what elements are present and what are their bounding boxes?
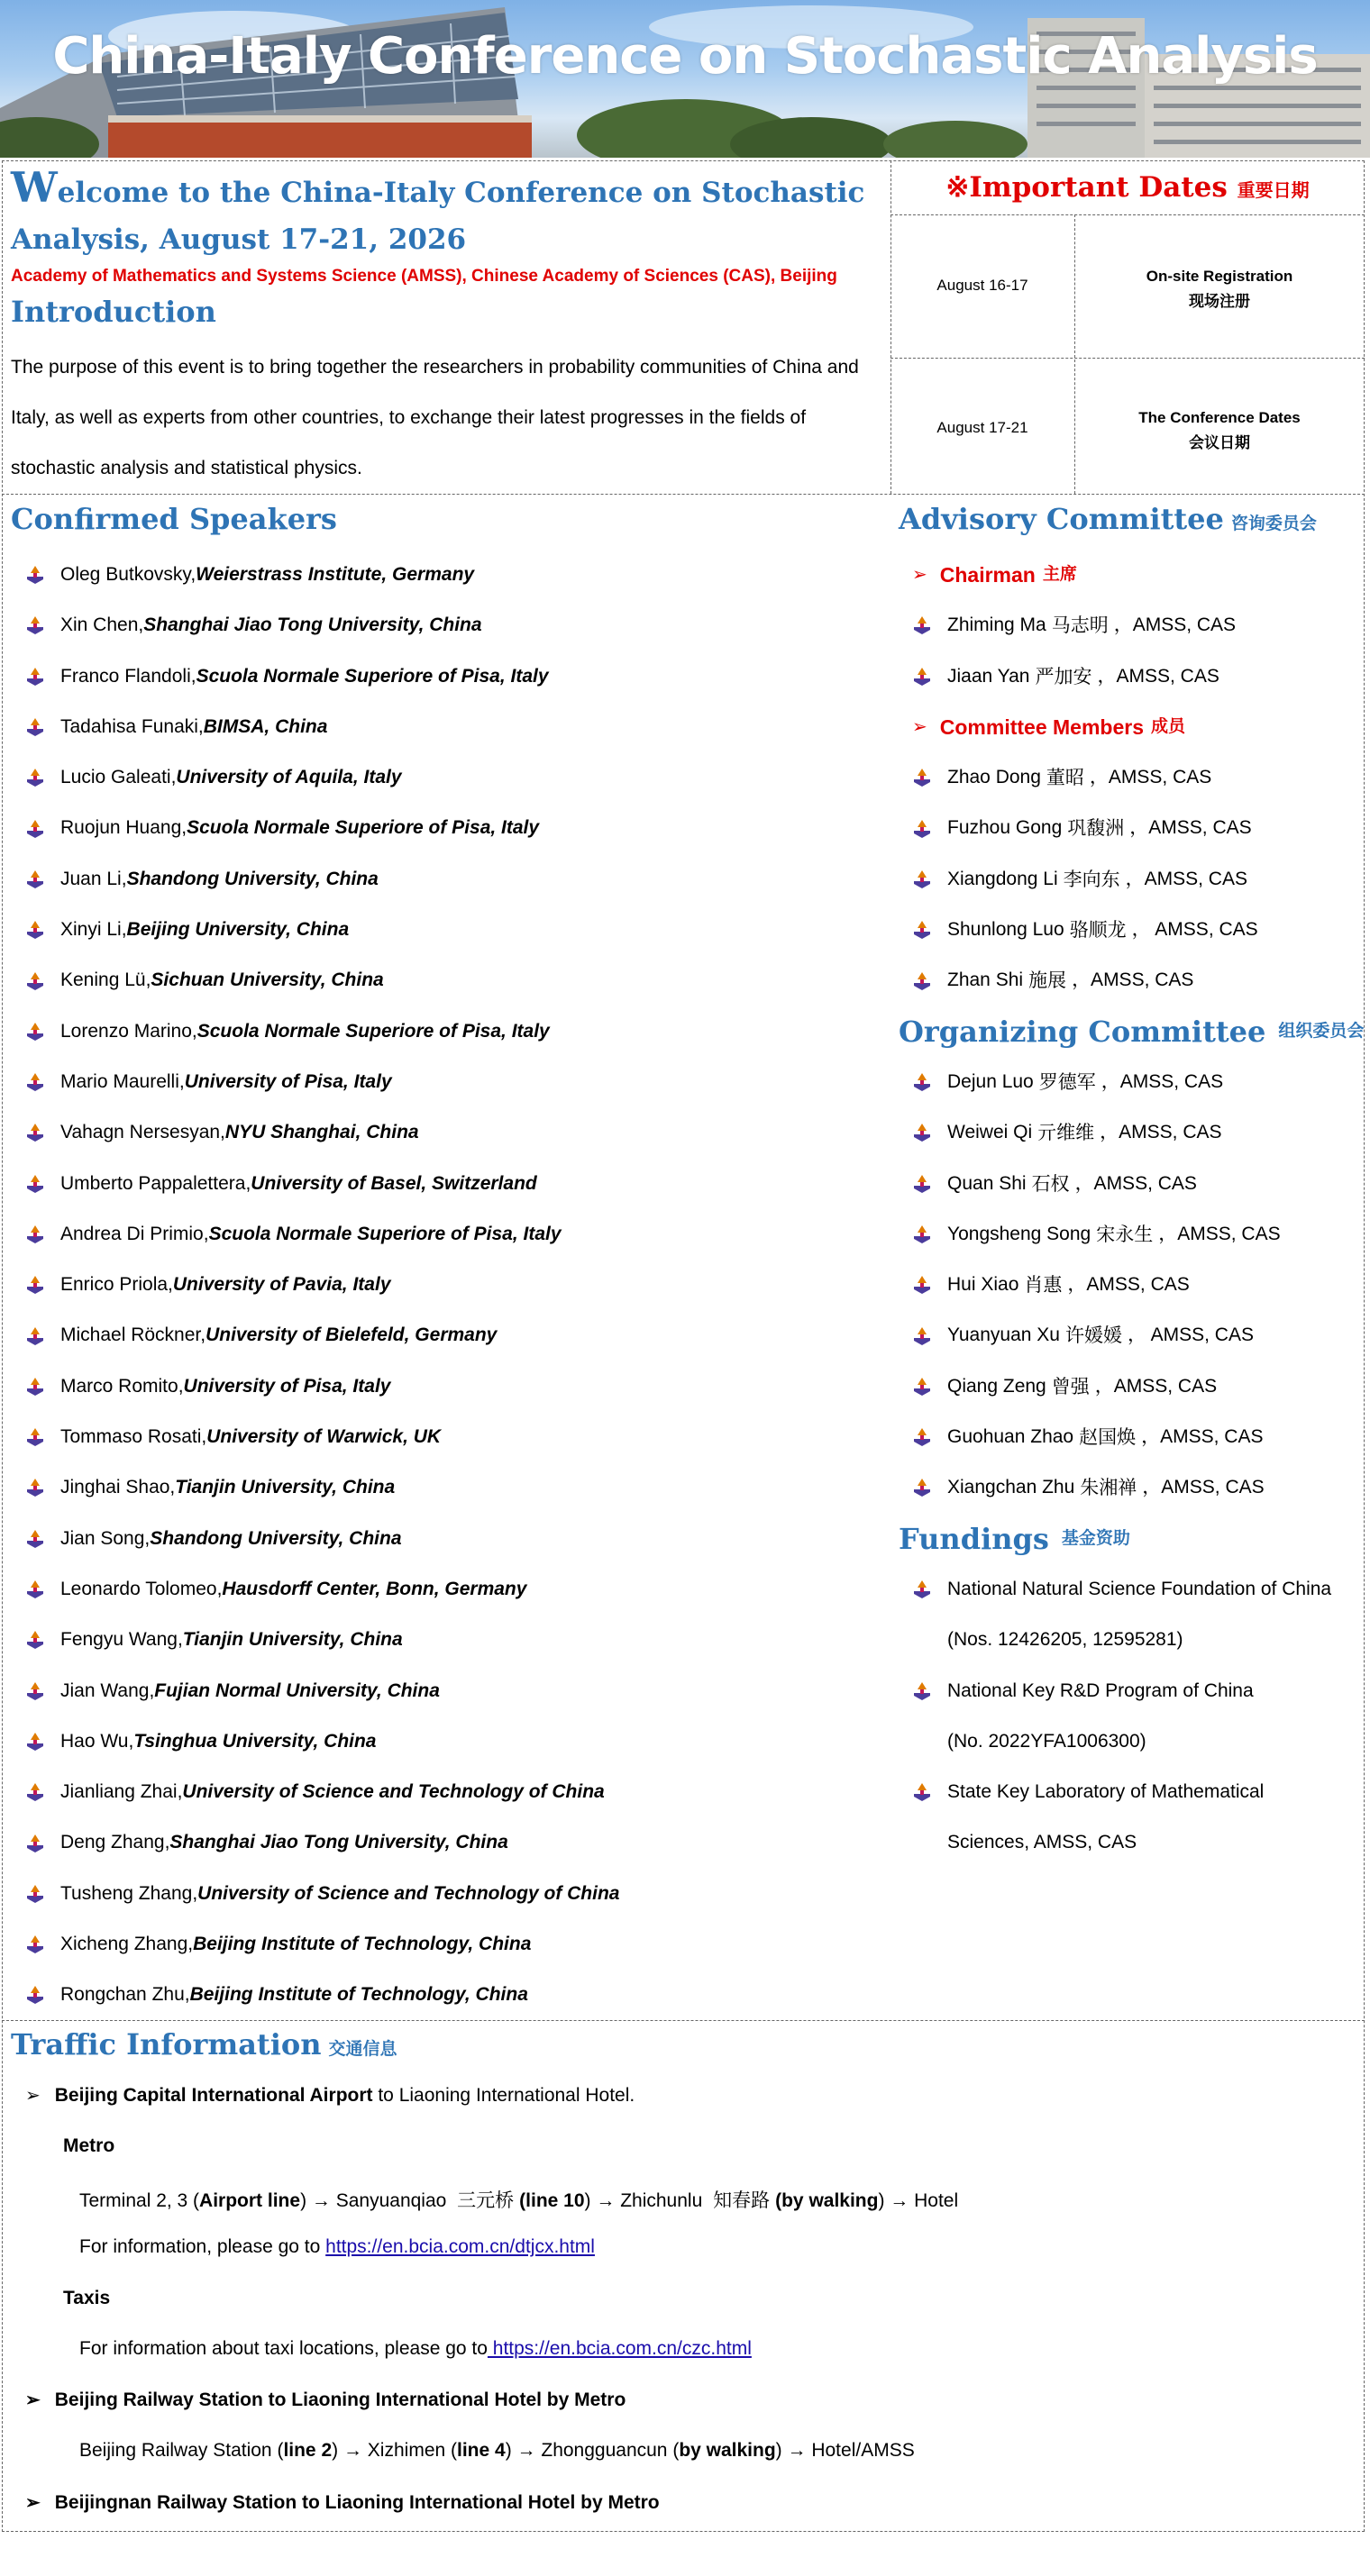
welcome-title xyxy=(11,164,885,263)
taxi-info-text: For information about taxi locations, please go to xyxy=(79,2338,488,2359)
member-affiliation: ，AMSS, CAS xyxy=(1072,969,1194,991)
event-label-cn: 现场注册 xyxy=(1189,293,1250,310)
event-cell xyxy=(1076,405,1363,456)
member-affiliation: ，AMSS, CAS xyxy=(1074,1172,1197,1194)
event-label: On-site Registration xyxy=(1146,268,1293,285)
member-name: Shunlong Luo xyxy=(947,919,1064,941)
member-name-cn: 朱湘禅 xyxy=(1080,1477,1137,1499)
members-subheading xyxy=(912,702,1363,752)
event-cell xyxy=(1076,264,1363,314)
speaker-affiliation: Beijing Institute of Technology, China xyxy=(193,1934,532,1955)
committee-member xyxy=(912,1412,1363,1462)
funding-line2: (No. 2022YFA1006300) xyxy=(947,1730,1146,1752)
advisory-title: Advisory Committee xyxy=(899,502,1224,536)
route-walk: (by walking xyxy=(775,2190,879,2211)
committee-member xyxy=(912,854,1363,905)
speaker-affiliation: Scuola Normale Superiore of Pisa, Italy xyxy=(196,665,549,687)
speaker-affiliation: Sichuan University, China xyxy=(151,969,384,991)
committee-member xyxy=(912,1462,1363,1513)
speaker-item xyxy=(25,651,881,702)
bullet-arrow-icon xyxy=(25,1630,45,1650)
bullet-arrow-icon xyxy=(912,1174,932,1194)
speaker-affiliation: Tsinghua University, China xyxy=(133,1730,377,1752)
speaker-name: Tommaso Rosati, xyxy=(60,1426,207,1448)
bullet-arrow-icon xyxy=(912,1275,932,1295)
speaker-affiliation: Shanghai Jiao Tong University, China xyxy=(143,614,482,636)
railway-heading xyxy=(25,2389,626,2411)
introduction-heading: Introduction xyxy=(11,295,216,329)
speaker-name: Xin Chen, xyxy=(60,614,144,636)
bullet-arrow-icon xyxy=(25,1934,45,1954)
committee-member xyxy=(912,1361,1363,1412)
speaker-affiliation: Beijing University, China xyxy=(126,919,350,941)
speaker-affiliation: Shandong University, China xyxy=(126,868,379,889)
banner xyxy=(0,0,1370,158)
route-text: ) → Zhongguancun ( xyxy=(505,2440,680,2461)
bullet-arrow-icon xyxy=(25,1072,45,1092)
welcome-initial: W xyxy=(11,163,58,212)
member-affiliation: ，AMSS, CAS xyxy=(1101,1070,1224,1092)
member-name: Quan Shi xyxy=(947,1172,1027,1194)
speaker-item xyxy=(25,1159,881,1209)
bullet-arrow-icon xyxy=(25,1224,45,1244)
speaker-name: Lucio Galeati, xyxy=(60,767,177,788)
committee-member xyxy=(912,651,1363,702)
member-name-cn: 施展 xyxy=(1028,969,1067,992)
bullet-arrow-icon xyxy=(25,920,45,940)
event-label: The Conference Dates xyxy=(1138,409,1301,426)
taxi-label: Taxis xyxy=(63,2288,111,2308)
fundings-heading-title: Fundings xyxy=(899,1521,1049,1556)
member-affiliation: ， AMSS, CAS xyxy=(1131,919,1258,941)
member-name: Yongsheng Song xyxy=(947,1223,1091,1244)
speaker-affiliation: University of Basel, Switzerland xyxy=(251,1172,537,1194)
bullet-arrow-icon xyxy=(25,1681,45,1701)
bullet-arrow-icon xyxy=(912,1123,932,1142)
member-name-cn: 肖惠 xyxy=(1024,1274,1063,1297)
member-affiliation: ，AMSS, CAS xyxy=(1067,1274,1190,1296)
speaker-name: Mario Maurelli, xyxy=(60,1070,185,1092)
bullet-arrow-icon xyxy=(912,920,932,940)
committee-member xyxy=(912,905,1363,955)
speaker-affiliation: Scuola Normale Superiore of Pisa, Italy xyxy=(187,817,540,839)
speaker-affiliation: Beijing Institute of Technology, China xyxy=(189,1984,528,2006)
speaker-item xyxy=(25,1615,881,1665)
speaker-name: Rongchan Zhu, xyxy=(60,1984,190,2006)
member-name: Zhiming Ma xyxy=(947,614,1046,636)
speaker-item xyxy=(25,1767,881,1817)
bullet-arrow-icon xyxy=(912,615,932,635)
speaker-item xyxy=(25,1260,881,1310)
member-name-cn: 许媛媛 xyxy=(1064,1324,1122,1347)
bullet-arrow-icon xyxy=(912,1782,932,1802)
speaker-name: Michael Röckner, xyxy=(60,1324,206,1346)
speaker-name: Xicheng Zhang, xyxy=(60,1934,194,1955)
speaker-item xyxy=(25,1970,881,2020)
bullet-arrow-icon xyxy=(25,869,45,889)
member-affiliation: ，AMSS, CAS xyxy=(1097,665,1219,687)
chevron-right-icon: ➢ xyxy=(25,2086,41,2106)
bullet-arrow-icon xyxy=(25,768,45,787)
bullet-arrow-icon xyxy=(25,1579,45,1599)
taxi-info xyxy=(79,2338,752,2360)
bullet-arrow-icon xyxy=(25,1529,45,1549)
speaker-name: Fengyu Wang, xyxy=(60,1629,183,1651)
organizing-heading-title-cn: 组织委员会 xyxy=(1278,1021,1365,1041)
speaker-affiliation: Weierstrass Institute, Germany xyxy=(196,564,475,585)
speaker-item xyxy=(25,1006,881,1057)
funding-line2: (Nos. 12426205, 12595281) xyxy=(947,1629,1183,1651)
chevron-right-icon: ➢ xyxy=(25,2493,41,2513)
bullet-arrow-icon xyxy=(912,869,932,889)
railway-route xyxy=(79,2440,915,2462)
organizing-heading xyxy=(899,1006,1363,1057)
bullet-arrow-icon xyxy=(25,717,45,737)
airport-heading xyxy=(25,2084,635,2107)
speaker-name: Jian Song, xyxy=(60,1527,151,1549)
member-name: Zhao Dong xyxy=(947,767,1041,788)
bullet-arrow-icon xyxy=(912,1072,932,1092)
speaker-item xyxy=(25,1869,881,1919)
speaker-item xyxy=(25,1716,881,1767)
speaker-name: Tadahisa Funaki, xyxy=(60,715,204,737)
speaker-item xyxy=(25,1817,881,1868)
advisory-heading xyxy=(899,502,1317,536)
committee-member xyxy=(912,1057,1363,1107)
speaker-item xyxy=(25,1564,881,1615)
funding-line1: National Natural Science Foundation of China xyxy=(947,1578,1332,1599)
speaker-item xyxy=(25,1666,881,1716)
member-name: Weiwei Qi xyxy=(947,1122,1033,1143)
chevron-right-icon: ➢ xyxy=(912,716,927,737)
funding-line1: National Key R&D Program of China xyxy=(947,1679,1254,1701)
speakers-heading: Confirmed Speakers xyxy=(11,502,337,536)
speaker-item xyxy=(25,550,881,600)
railway-heading-text: Beijing Railway Station to Liaoning International Hotel by Metro xyxy=(54,2389,626,2410)
banner-title: China-Italy Conference on Stochastic Analysis xyxy=(52,27,1318,86)
speaker-item xyxy=(25,905,881,955)
members-subheading-cn: 成员 xyxy=(1151,716,1186,736)
committee-member xyxy=(912,1260,1363,1310)
speaker-name: Kening Lü, xyxy=(60,969,151,991)
route-line: (line 10 xyxy=(519,2190,585,2211)
speaker-name: Oleg Butkovsky, xyxy=(60,564,196,585)
route-line: line 4 xyxy=(457,2440,506,2461)
funding-item xyxy=(912,1666,1363,1716)
speaker-item xyxy=(25,803,881,853)
bullet-arrow-icon xyxy=(912,667,932,687)
organizing-heading-title: Organizing Committee xyxy=(899,1014,1266,1049)
funding-item-cont xyxy=(912,1615,1363,1665)
welcome-title-text: elcome to the China-Italy Conference on Stochastic Analysis, August 17-21, 2026 xyxy=(11,177,865,256)
fundings-heading-title-cn: 基金资助 xyxy=(1061,1528,1130,1548)
member-name-cn: 曾强 xyxy=(1051,1375,1090,1397)
speaker-name: Umberto Pappalettera, xyxy=(60,1172,251,1194)
member-affiliation: ，AMSS, CAS xyxy=(1094,1375,1218,1397)
speaker-name: Deng Zhang, xyxy=(60,1832,170,1853)
speaker-affiliation: University of Science and Technology of China xyxy=(182,1781,605,1803)
introduction-text: The purpose of this event is to bring together the researchers in probability communities of China and Italy, as well as experts from other countries, to exchange their latest progresses in the fields of stochastic analysis and statistical physics. xyxy=(11,357,859,478)
divider xyxy=(890,358,1365,359)
speakers-list xyxy=(25,550,881,2021)
route-text: ) → Xizhimen ( xyxy=(332,2440,457,2461)
member-name-cn: 赵国焕 xyxy=(1079,1426,1137,1449)
member-name-cn: 马志明 xyxy=(1051,614,1109,637)
speaker-name: Juan Li, xyxy=(60,868,127,889)
speaker-affiliation: Shanghai Jiao Tong University, China xyxy=(169,1832,508,1853)
station-cn: 三元桥 xyxy=(457,2189,515,2211)
bullet-arrow-icon xyxy=(912,1326,932,1346)
member-name: Xiangchan Zhu xyxy=(947,1477,1075,1498)
route-walk: by walking xyxy=(679,2440,776,2461)
metro-route xyxy=(79,2186,958,2213)
bullet-arrow-icon xyxy=(25,1834,45,1853)
speaker-affiliation: Shandong University, China xyxy=(150,1527,402,1549)
member-affiliation: ，AMSS, CAS xyxy=(1141,1426,1264,1448)
chairman-subheading xyxy=(912,550,1363,600)
funding-item-cont xyxy=(912,1716,1363,1767)
speaker-item xyxy=(25,600,881,651)
taxi-link[interactable]: https://en.bcia.com.cn/czc.html xyxy=(487,2338,752,2359)
south-railway-heading-text: Beijingnan Railway Station to Liaoning International Hotel by Metro xyxy=(54,2492,660,2513)
committee-member xyxy=(912,1107,1363,1158)
metro-info xyxy=(79,2236,595,2258)
member-name-cn: 骆顺龙 xyxy=(1069,919,1127,942)
speaker-affiliation: Tianjin University, China xyxy=(175,1477,396,1498)
speaker-name: Xinyi Li, xyxy=(60,919,127,941)
fundings-heading xyxy=(899,1514,1363,1564)
divider xyxy=(890,160,891,494)
funding-line2: Sciences, AMSS, CAS xyxy=(947,1832,1137,1853)
speaker-affiliation: University of Pavia, Italy xyxy=(172,1274,391,1296)
chairman-subheading-cn: 主席 xyxy=(1042,565,1077,584)
member-name-cn: 董昭 xyxy=(1046,767,1084,789)
speaker-affiliation: University of Warwick, UK xyxy=(206,1426,442,1448)
bullet-arrow-icon xyxy=(25,1732,45,1752)
speaker-name: Marco Romito, xyxy=(60,1375,184,1397)
member-affiliation: ，AMSS, CAS xyxy=(1113,614,1237,636)
route-text: ) → Sanyuanqiao xyxy=(300,2190,452,2211)
bullet-arrow-icon xyxy=(25,1377,45,1397)
committee-member xyxy=(912,752,1363,803)
speaker-item xyxy=(25,955,881,1006)
south-railway-heading xyxy=(25,2491,660,2514)
speaker-affiliation: Hausdorff Center, Bonn, Germany xyxy=(222,1578,527,1599)
speaker-affiliation: University of Science and Technology of China xyxy=(197,1882,620,1904)
speaker-item xyxy=(25,1361,881,1412)
bullet-arrow-icon xyxy=(25,1123,45,1142)
airport-name: Beijing Capital International Airport xyxy=(54,2085,373,2106)
metro-label: Metro xyxy=(63,2135,115,2156)
speaker-affiliation: Fujian Normal University, China xyxy=(154,1679,440,1701)
member-name-cn: 巩馥洲 xyxy=(1067,817,1125,840)
bullet-arrow-icon xyxy=(25,971,45,991)
speaker-affiliation: University of Bielefeld, Germany xyxy=(206,1324,498,1346)
chevron-right-icon: ➢ xyxy=(912,565,927,585)
route-line: Airport line xyxy=(199,2190,301,2211)
member-name-cn: 宋永生 xyxy=(1096,1223,1154,1245)
bullet-arrow-icon xyxy=(25,1427,45,1447)
speaker-item xyxy=(25,1919,881,1970)
member-affiliation: ， AMSS, CAS xyxy=(1127,1324,1254,1346)
speaker-name: Jianliang Zhai, xyxy=(60,1781,183,1803)
date-cell: August 17-21 xyxy=(936,419,1028,436)
member-affiliation: ，AMSS, CAS xyxy=(1129,817,1252,839)
member-name: Fuzhou Gong xyxy=(947,817,1063,839)
speaker-name: Ruojun Huang, xyxy=(60,817,187,839)
member-affiliation: ，AMSS, CAS xyxy=(1125,868,1247,889)
speaker-name: Jinghai Shao, xyxy=(60,1477,176,1498)
speaker-item xyxy=(25,1514,881,1564)
important-dates-heading xyxy=(892,171,1363,204)
speaker-name: Hao Wu, xyxy=(60,1730,134,1752)
speaker-affiliation: Scuola Normale Superiore of Pisa, Italy xyxy=(208,1223,562,1244)
bullet-arrow-icon xyxy=(25,1174,45,1194)
speaker-affiliation: University of Pisa, Italy xyxy=(183,1375,391,1397)
institution: Academy of Mathematics and Systems Science (AMSS), Chinese Academy of Sciences (CAS), Beijing xyxy=(11,267,837,286)
bullet-arrow-icon xyxy=(25,1985,45,2005)
bullet-arrow-icon xyxy=(25,565,45,585)
bullet-arrow-icon xyxy=(912,1224,932,1244)
metro-info-text: For information, please go to xyxy=(79,2236,326,2257)
committee-member xyxy=(912,1310,1363,1361)
bullet-arrow-icon xyxy=(912,1478,932,1497)
route-text: Terminal 2, 3 ( xyxy=(79,2190,200,2211)
speaker-name: Leonardo Tolomeo, xyxy=(60,1578,223,1599)
member-name-cn: 李向东 xyxy=(1063,868,1120,890)
member-affiliation: ，AMSS, CAS xyxy=(1158,1223,1281,1244)
bullet-arrow-icon xyxy=(912,768,932,787)
event-label-cn: 会议日期 xyxy=(1189,434,1250,451)
speaker-name: Tusheng Zhang, xyxy=(60,1882,198,1904)
traffic-title: Traffic Information xyxy=(11,2027,322,2062)
member-name: Zhan Shi xyxy=(947,969,1024,991)
important-dates-title: ※Important Dates xyxy=(945,171,1228,204)
divider xyxy=(1074,214,1075,494)
advisory-list xyxy=(899,550,1365,1869)
speaker-name: Enrico Priola, xyxy=(60,1274,173,1296)
member-affiliation: ，AMSS, CAS xyxy=(1142,1477,1265,1498)
funding-item-cont xyxy=(912,1817,1363,1868)
metro-link[interactable]: https://en.bcia.com.cn/dtjcx.html xyxy=(325,2236,595,2257)
route-text: Beijing Railway Station ( xyxy=(79,2440,284,2461)
speaker-affiliation: NYU Shanghai, China xyxy=(224,1122,419,1143)
speaker-affiliation: University of Pisa, Italy xyxy=(184,1070,392,1092)
divider xyxy=(890,214,1365,215)
speaker-name: Jian Wang, xyxy=(60,1679,155,1701)
bullet-arrow-icon xyxy=(25,1022,45,1042)
speaker-item xyxy=(25,1310,881,1361)
speaker-item xyxy=(25,854,881,905)
chevron-right-icon: ➢ xyxy=(25,2390,41,2410)
speaker-item xyxy=(25,1107,881,1158)
traffic-heading xyxy=(11,2027,397,2062)
speaker-item xyxy=(25,1412,881,1462)
station-cn: 知春路 xyxy=(713,2189,771,2211)
speaker-affiliation: University of Aquila, Italy xyxy=(176,767,402,788)
speaker-name: Vahagn Nersesyan, xyxy=(60,1122,225,1143)
bullet-arrow-icon xyxy=(912,1579,932,1599)
member-name: Qiang Zeng xyxy=(947,1375,1046,1397)
funding-line1: State Key Laboratory of Mathematical xyxy=(947,1781,1265,1803)
route-line: line 2 xyxy=(283,2440,333,2461)
member-name: Yuanyuan Xu xyxy=(947,1324,1060,1346)
bullet-arrow-icon xyxy=(25,819,45,839)
traffic-title-cn: 交通信息 xyxy=(328,2039,397,2059)
member-name: Jiaan Yan xyxy=(947,665,1030,687)
speaker-name: Andrea Di Primio, xyxy=(60,1223,209,1244)
bullet-arrow-icon xyxy=(912,971,932,991)
chairman-subheading-label: Chairman xyxy=(939,563,1036,587)
date-cell: August 16-17 xyxy=(936,277,1028,294)
member-name-cn: 严加安 xyxy=(1035,665,1092,687)
speaker-item xyxy=(25,1057,881,1107)
speaker-affiliation: Tianjin University, China xyxy=(182,1629,403,1651)
member-affiliation: ，AMSS, CAS xyxy=(1100,1122,1222,1143)
member-name: Xiangdong Li xyxy=(947,868,1058,889)
bullet-arrow-icon xyxy=(25,667,45,687)
member-name: Hui Xiao xyxy=(947,1274,1019,1296)
bullet-arrow-icon xyxy=(25,1326,45,1346)
committee-member xyxy=(912,600,1363,651)
bullet-arrow-icon xyxy=(912,1681,932,1701)
bullet-arrow-icon xyxy=(25,615,45,635)
committee-member xyxy=(912,803,1363,853)
member-name: Dejun Luo xyxy=(947,1070,1034,1092)
member-name: Guohuan Zhao xyxy=(947,1426,1074,1448)
bullet-arrow-icon xyxy=(912,1427,932,1447)
speaker-item xyxy=(25,1462,881,1513)
important-dates-title-cn: 重要日期 xyxy=(1237,179,1310,201)
members-subheading-label: Committee Members xyxy=(939,715,1144,739)
funding-item xyxy=(912,1767,1363,1817)
route-text: ) → Zhichunlu xyxy=(584,2190,708,2211)
funding-item xyxy=(912,1564,1363,1615)
bullet-arrow-icon xyxy=(25,1275,45,1295)
speaker-name: Lorenzo Marino, xyxy=(60,1020,197,1042)
member-name-cn: 罗德军 xyxy=(1038,1070,1096,1093)
committee-member xyxy=(912,1159,1363,1209)
bullet-arrow-icon xyxy=(912,1377,932,1397)
route-text: ) → Hotel/AMSS xyxy=(775,2440,915,2461)
route-text: ) → Hotel xyxy=(878,2190,959,2211)
bullet-arrow-icon xyxy=(912,819,932,839)
member-name-cn: 亓维维 xyxy=(1037,1122,1095,1144)
bullet-arrow-icon xyxy=(25,1782,45,1802)
speaker-name: Franco Flandoli, xyxy=(60,665,196,687)
speaker-affiliation: Scuola Normale Superiore of Pisa, Italy xyxy=(196,1020,550,1042)
advisory-title-cn: 咨询委员会 xyxy=(1230,514,1317,533)
committee-member xyxy=(912,1209,1363,1260)
member-name-cn: 石权 xyxy=(1031,1172,1070,1195)
speaker-item xyxy=(25,702,881,752)
member-affiliation: ，AMSS, CAS xyxy=(1089,767,1212,788)
airport-destination: to Liaoning International Hotel. xyxy=(372,2085,635,2106)
committee-member xyxy=(912,955,1363,1006)
speaker-item xyxy=(25,752,881,803)
speaker-item xyxy=(25,1209,881,1260)
bullet-arrow-icon xyxy=(25,1478,45,1497)
divider xyxy=(2,494,1365,495)
bullet-arrow-icon xyxy=(25,1884,45,1904)
speaker-affiliation: BIMSA, China xyxy=(203,715,328,737)
